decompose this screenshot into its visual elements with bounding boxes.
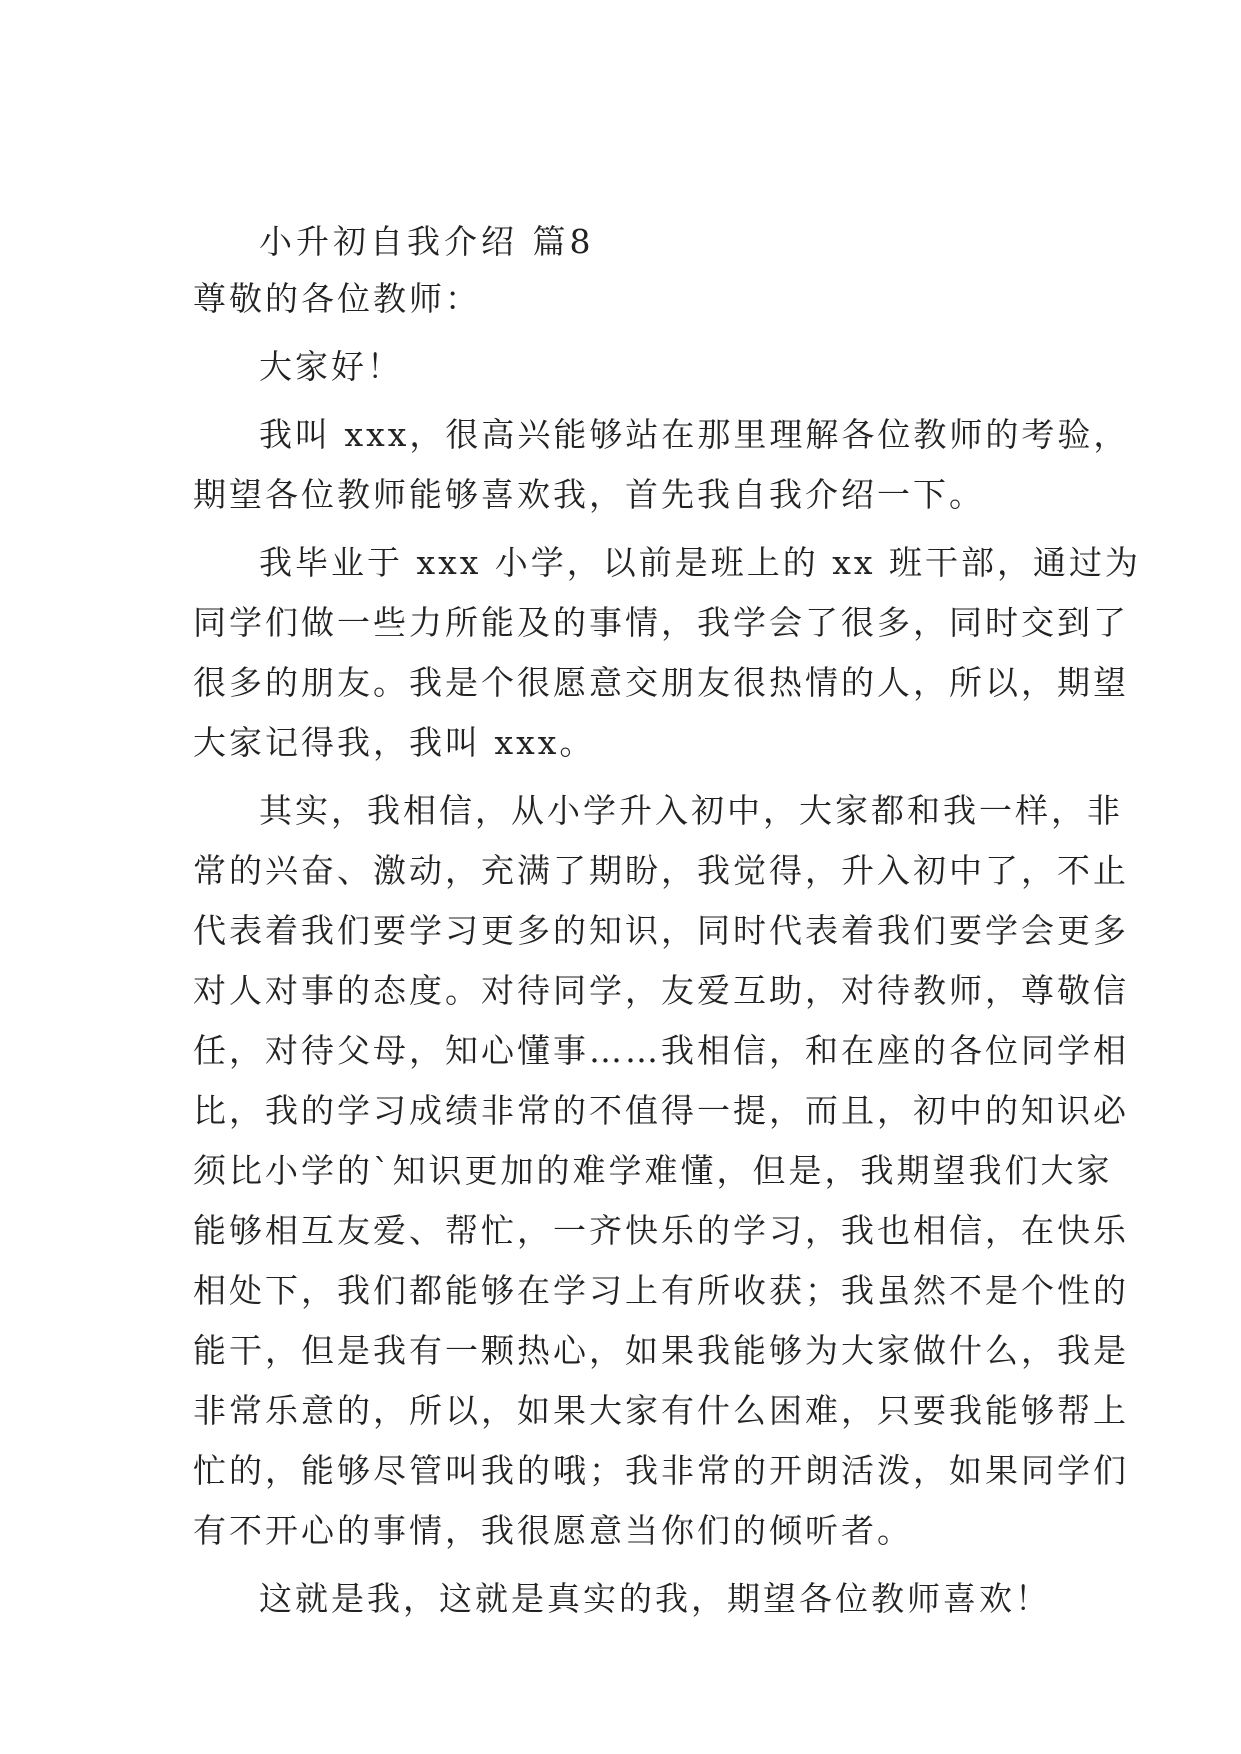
paragraph-line: 常的兴奋、激动，充满了期盼，我觉得，升入初中了，不止 bbox=[193, 851, 1129, 890]
paragraph-line: 对人对事的态度。对待同学，友爱互助，对待教师，尊敬信 bbox=[193, 971, 1129, 1010]
paragraph-line: 忙的，能够尽管叫我的哦；我非常的开朗活泼，如果同学们 bbox=[193, 1451, 1129, 1490]
paragraph-greeting bbox=[193, 337, 1055, 397]
paragraph-line: 其实，我相信，从小学升入初中，大家都和我一样，非 bbox=[259, 791, 1123, 830]
document-body bbox=[193, 212, 1142, 1629]
paragraph-line: 比，我的学习成绩非常的不值得一提，而且，初中的知识必 bbox=[193, 1091, 1129, 1130]
paragraph-line: 我毕业于 xxx 小学，以前是班上的 xx 班干部，通过为 bbox=[259, 543, 1142, 582]
paragraph-line: 相处下，我们都能够在学习上有所收获；我虽然不是个性的 bbox=[193, 1271, 1129, 1310]
paragraph-intro bbox=[193, 405, 1130, 525]
paragraph-line: 我叫 xxx，很高兴能够站在那里理解各位教师的考验， bbox=[259, 415, 1130, 454]
paragraph-line: 同学们做一些力所能及的事情，我学会了很多，同时交到了 bbox=[193, 603, 1129, 642]
paragraph-line: 代表着我们要学习更多的知识，同时代表着我们要学会更多 bbox=[193, 911, 1129, 950]
paragraph-line: 能干，但是我有一颗热心，如果我能够为大家做什么，我是 bbox=[193, 1331, 1129, 1370]
paragraph-main bbox=[193, 781, 1129, 1561]
paragraph-line: 很多的朋友。我是个很愿意交朋友很热情的人，所以，期望 bbox=[193, 663, 1129, 702]
paragraph-line: 期望各位教师能够喜欢我，首先我自我介绍一下。 bbox=[193, 475, 985, 514]
paragraph-line: 这就是我，这就是真实的我，期望各位教师喜欢！ bbox=[259, 1579, 1051, 1618]
paragraph-line: 大家好！ bbox=[259, 347, 403, 386]
document-title: 小升初自我介绍 篇8 bbox=[259, 222, 595, 261]
paragraph-background bbox=[193, 533, 1142, 773]
paragraph-line: 任，对待父母，知心懂事……我相信，和在座的各位同学相 bbox=[193, 1031, 1129, 1070]
paragraph-line: 能够相互友爱、帮忙，一齐快乐的学习，我也相信，在快乐 bbox=[193, 1211, 1129, 1250]
paragraph-line: 大家记得我，我叫 xxx。 bbox=[193, 723, 596, 762]
salutation: 尊敬的各位教师： bbox=[193, 279, 481, 318]
paragraph-closing bbox=[193, 1569, 1055, 1629]
paragraph-line: 须比小学的`知识更加的难学难懂，但是，我期望我们大家 bbox=[193, 1151, 1113, 1190]
paragraph-line: 非常乐意的，所以，如果大家有什么困难，只要我能够帮上 bbox=[193, 1391, 1129, 1430]
paragraph-line: 有不开心的事情，我很愿意当你们的倾听者。 bbox=[193, 1511, 913, 1550]
